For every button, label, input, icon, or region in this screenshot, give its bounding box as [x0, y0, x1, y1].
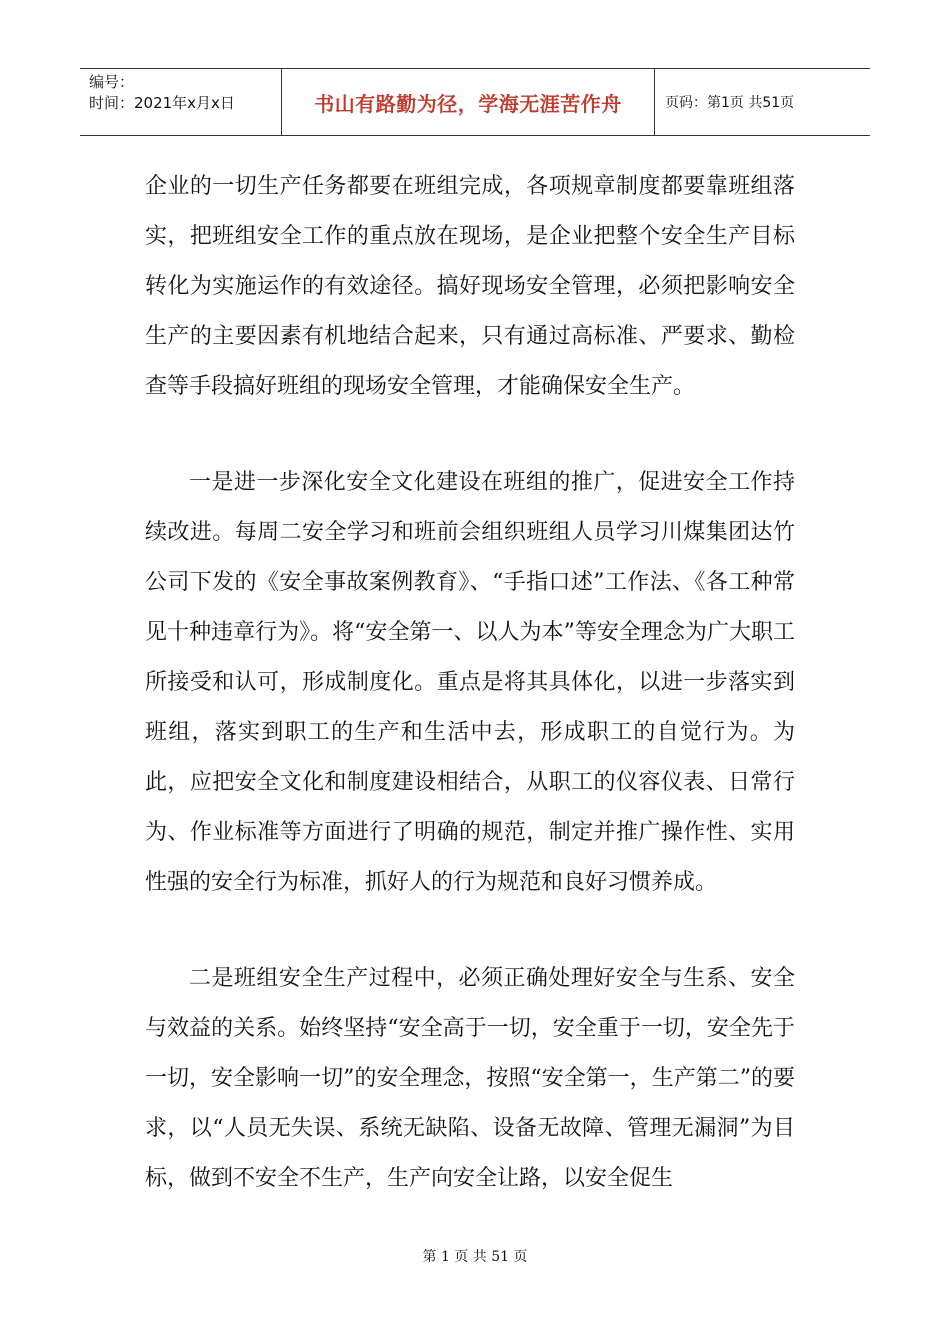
paragraph-safety-production: 二是班组安全生产过程中，必须正确处理好安全与生系、安全与效益的关系。始终坚持“安全高于一切，安全重于一切，安全先于一切，安全影响一切”的安全理念，按照“安全第一，生产第二”的要求，以“人员无失误、系统无缺陷、设备无故障、管理无漏洞”为目标，做到不安全不生产，生产向安全让路，以安全促生 [145, 966, 795, 1191]
document-header [80, 68, 870, 136]
document-body [145, 162, 795, 1204]
header-page-info: 页码：第1页 共51页 [665, 95, 795, 111]
serial-number-label: 编号： [89, 73, 135, 91]
paragraph-intro: 企业的一切生产任务都要在班组完成，各项规章制度都要靠班组落实，把班组安全工作的重点放在现场，是企业把整个安全生产目标转化为实施运作的有效途径。搞好现场安全管理，必须把影响安全生产的主要因素有机地结合起来，只有通过高标准、严要求、勤检查等手段搞好班组的现场安全管理，才能确保安全生产。 [145, 174, 795, 399]
header-motto: 书山有路勤为径，学海无涯苦作舟 [282, 69, 655, 135]
paragraph-safety-culture: 一是进一步深化安全文化建设在班组的推广，促进安全工作持续改进。每周二安全学习和班前会组织班组人员学习川煤集团达竹公司下发的《安全事故案例教育》、“手指口述”工作法、《各工种常见十种违章行为》。将“安全第一、以人为本”等安全理念为广大职工所接受和认可，形成制度化。重点是将其具体化，以进一步落实到班组，落实到职工的生产和生活中去，形成职工的自觉行为。为此，应把安全文化和制度建设相结合，从职工的仪容仪表、日常行为、作业标准等方面进行了明确的规范，制定并推广操作性、实用性强的安全行为标准，抓好人的行为规范和良好习惯养成。 [145, 470, 795, 895]
page-footer: 第 1 页 共 51 页 [422, 1249, 528, 1265]
date-label: 时间：2021年x月x日 [89, 94, 235, 112]
header-meta [80, 69, 282, 135]
